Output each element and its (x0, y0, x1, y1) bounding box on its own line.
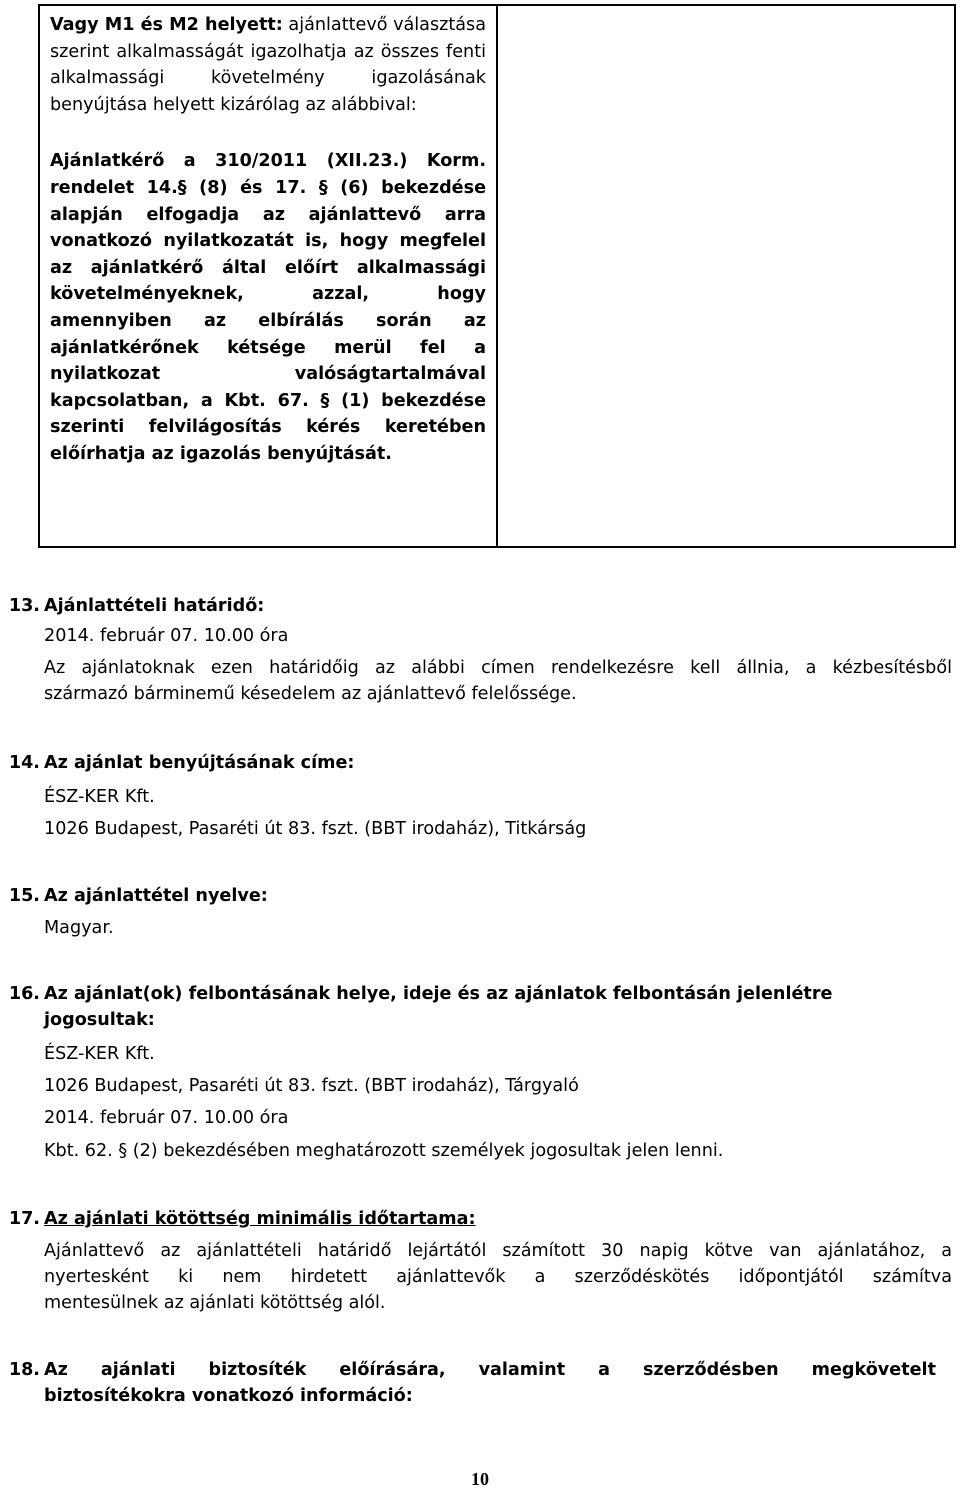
section-13-text-line1: Az ajánlatoknak ezen határidőig az alábbi címen rendelkezésre kell állnia, a kézbesítésből (44, 658, 952, 678)
section-15-language: Magyar. (44, 918, 114, 938)
requirements-table (38, 4, 956, 548)
section-16-company: ÉSZ-KER Kft. (44, 1044, 155, 1064)
section-16-title-line1: Az ajánlat(ok) felbontásának helye, ideje és az ajánlatok felbontásán jelenlétre (44, 984, 833, 1004)
section-13-deadline: 2014. február 07. 10.00 óra (44, 626, 289, 646)
section-18-title-line2: biztosítékokra vonatkozó információ: (44, 1386, 413, 1406)
alternative-proof-lead: Vagy M1 és M2 helyett: (50, 15, 283, 35)
section-13-text-line2: származó bárminemű késedelem az ajánlattevő felelőssége. (44, 684, 577, 704)
section-17-text-line3: mentesülnek az ajánlati kötöttség alól. (44, 1293, 386, 1313)
section-17-number: 17. (8, 1209, 40, 1229)
section-16-attendees: Kbt. 62. § (2) bekezdésében meghatározott személyek jogosultak jelen lenni. (44, 1141, 724, 1161)
section-16-title-line2: jogosultak: (44, 1010, 155, 1030)
section-14-address: 1026 Budapest, Pasaréti út 83. fszt. (BBT irodaház), Titkárság (44, 819, 587, 839)
section-15-title: Az ajánlattétel nyelve: (44, 886, 268, 906)
declaration-paragraph: Ajánlatkérő a 310/2011 (XII.23.) Korm. rendelet 14.§ (8) és 17. § (6) bekezdése alapján elfogadja az ajánlattevő arra vonatkozó nyilatkozatát is, hogy megfelel az ajánlatkérő által előírt alkalmassági követelményeknek, azzal, hogy amennyiben az elbírálás során az ajánlatkérőnek kétsége merül fel a nyilatkozat valóságtartalmával kapcsolatban, a Kbt. 67. § (1) bekezdése szerinti felvilágosítás kérés keretében előírhatja az igazolás benyújtását. (50, 151, 486, 464)
section-16-address: 1026 Budapest, Pasaréti út 83. fszt. (BBT irodaház), Tárgyaló (44, 1076, 579, 1096)
alternative-proof-paragraph (50, 12, 486, 118)
section-17-title: Az ajánlati kötöttség minimális időtartama: (44, 1209, 476, 1229)
section-17-text-line1: Ajánlattevő az ajánlattételi határidő lejártától számított 30 napig kötve van ajánlatához, a (44, 1241, 952, 1261)
table-right-cell (498, 6, 954, 546)
section-16-datetime: 2014. február 07. 10.00 óra (44, 1108, 289, 1128)
section-18-number: 18. (8, 1360, 40, 1380)
section-14-number: 14. (8, 753, 40, 773)
section-13-number: 13. (8, 596, 40, 616)
section-15-number: 15. (8, 886, 40, 906)
page-number: 10 (471, 1469, 489, 1489)
section-17-text-line2: nyertesként ki nem hirdetett ajánlattevők a szerződéskötés időpontjától számítva (44, 1267, 952, 1287)
section-16-number: 16. (8, 984, 40, 1004)
table-left-cell (40, 6, 498, 546)
alternative-proof-text: ajánlattevő választása szerint alkalmasságát igazolhatja az összes fenti alkalmassági követelmény igazolásának benyújtása helyett kizárólag az alábbival: (50, 15, 486, 115)
section-14-company: ÉSZ-KER Kft. (44, 787, 155, 807)
section-18-title-line1: Az ajánlati biztosíték előírására, valamint a szerződésben megkövetelt (44, 1360, 936, 1380)
section-13-title: Ajánlattételi határidő: (44, 596, 265, 616)
section-14-title: Az ajánlat benyújtásának címe: (44, 753, 355, 773)
